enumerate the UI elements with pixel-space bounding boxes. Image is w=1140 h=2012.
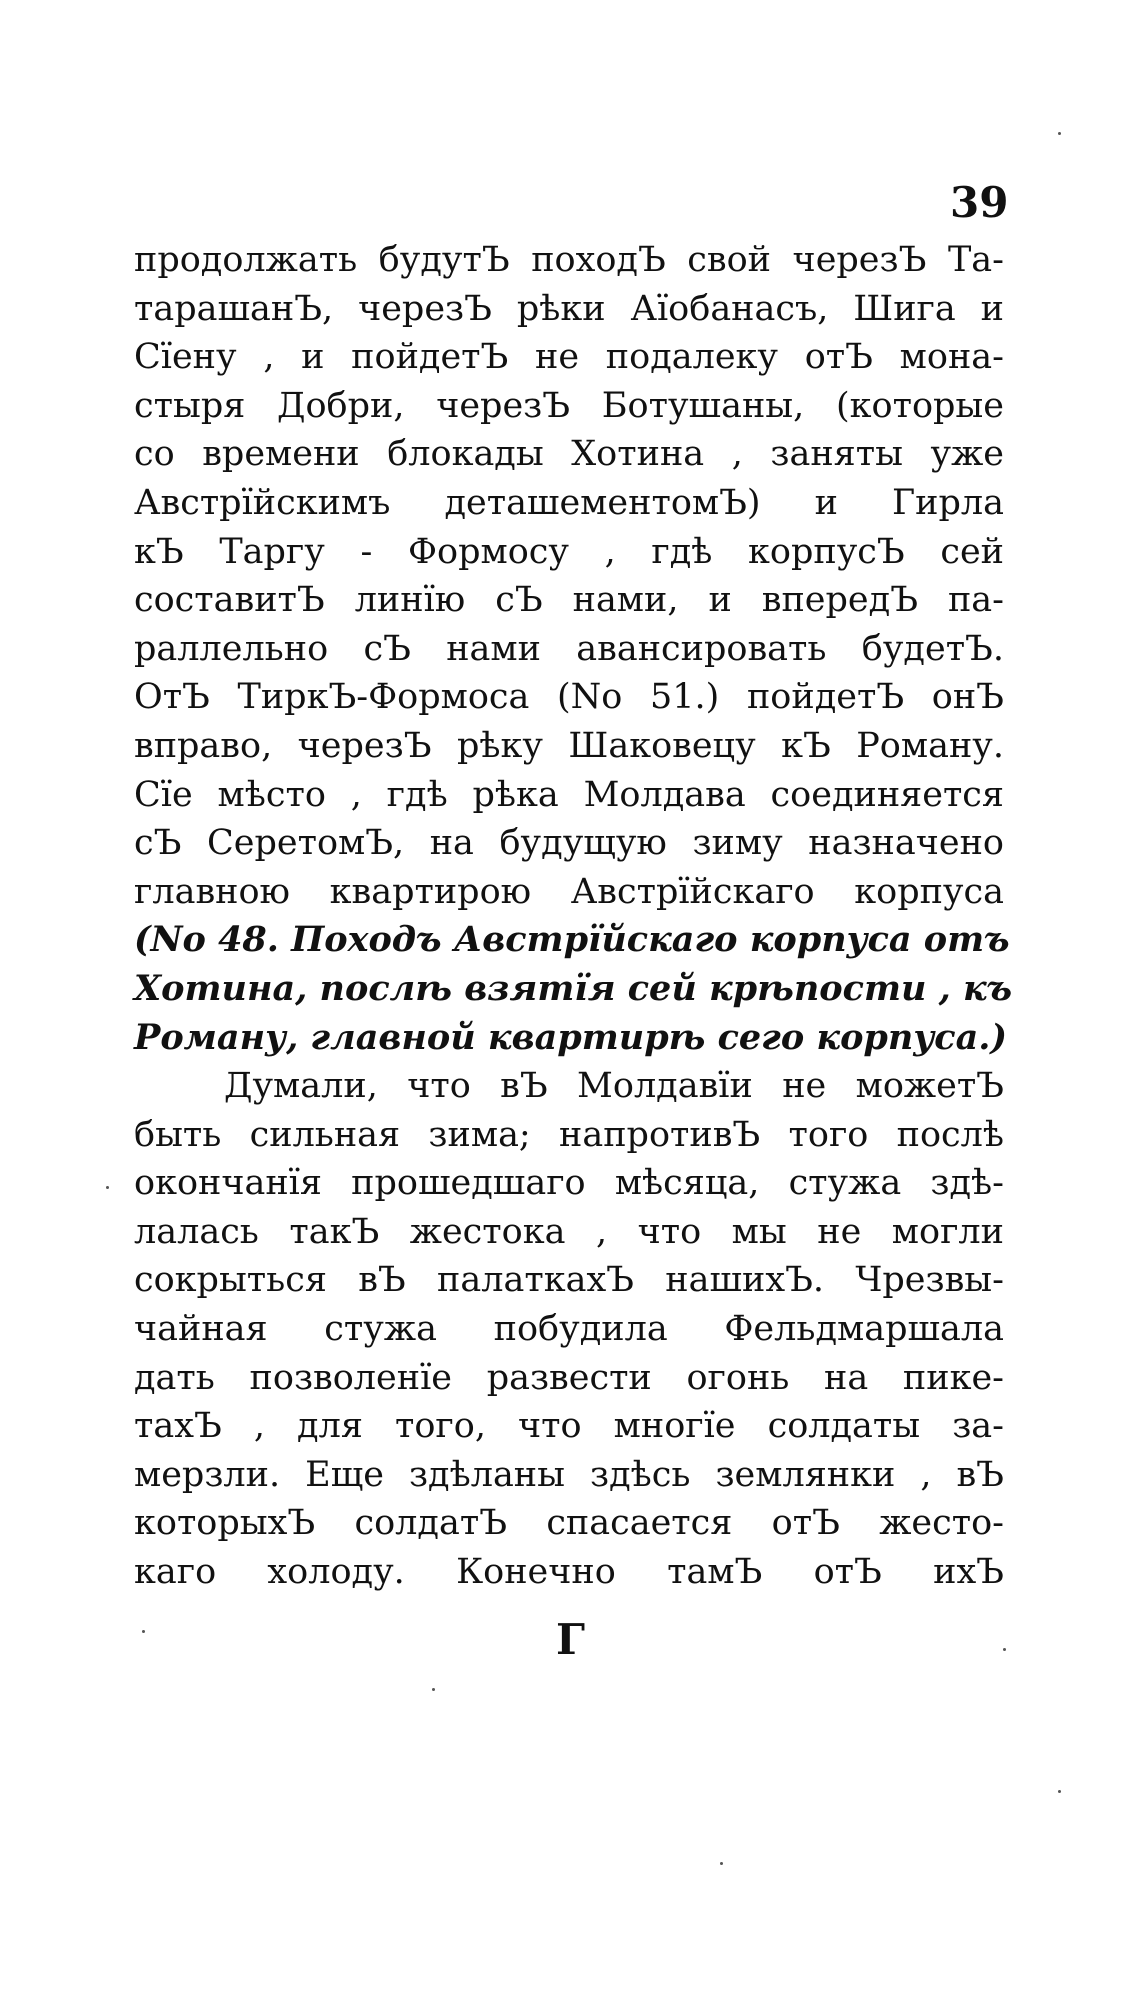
footnote-line: Хотина, послѣ взятїя сей крѣпости , къ	[134, 967, 1013, 1009]
text-line: вправо, черезЪ рѣку Шаковецу кЪ Роману.	[134, 725, 1004, 766]
text-line: раллельно сЪ нами авансировать будетЪ.	[134, 628, 1004, 669]
print-speck	[1058, 1790, 1061, 1793]
text-line: тахЪ , для того, что многїе солдаты за-	[134, 1406, 1004, 1447]
print-speck	[432, 1688, 435, 1691]
print-speck	[142, 1630, 145, 1633]
text-line: чайная стужа побудила Фельдмаршала	[134, 1309, 1004, 1350]
text-line: лалась такЪ жестока , что мы не могли	[134, 1211, 1004, 1252]
text-line: кЪ Таргу - Формосу , гдѣ корпусЪ сей	[134, 531, 1004, 572]
text-line: дать позволенїе развести огонь на пике-	[134, 1357, 1004, 1398]
page-number: 39	[950, 178, 1009, 227]
body-text	[134, 236, 1013, 1597]
text-line: тарашанЪ, черезЪ рѣки Аїобанасъ, Шига и	[134, 288, 1004, 329]
text-line: сЪ СеретомЪ, на будущую зиму назначено	[134, 823, 1004, 864]
text-line: Австрїйскимъ деташементомЪ) и Гирла	[134, 482, 1004, 523]
paragraph-first-line: Думали, что вЪ Молдавїи не можетЪ	[224, 1066, 1004, 1107]
text-line: которыхЪ солдатЪ спасается отЪ жесто-	[134, 1503, 1004, 1544]
text-line: Сїе мѣсто , гдѣ рѣка Молдава соединяется	[134, 774, 1004, 815]
print-speck	[1058, 132, 1061, 135]
text-line: со времени блокады Хотина , заняты уже	[134, 434, 1004, 475]
text-line: окончанїя прошедшаго мѣсяца, стужа здѣ-	[134, 1163, 1004, 1204]
signature-mark: Г	[556, 1615, 585, 1664]
text-line: каго холоду. Конечно тамЪ отЪ ихЪ	[134, 1552, 1004, 1593]
print-speck	[106, 1186, 109, 1189]
text-line: быть сильная зима; напротивЪ того послѣ	[134, 1114, 1004, 1155]
text-line: стыря Добри, черезЪ Ботушаны, (которые	[134, 385, 1004, 426]
text-line: составитЪ линїю сЪ нами, и впередЪ па-	[134, 580, 1004, 621]
footnote-line: (No 48. Походъ Австрїйскаго корпуса отъ	[134, 919, 1010, 961]
text-line: сокрыться вЪ палаткахЪ нашихЪ. Чрезвы-	[134, 1260, 1004, 1301]
footnote-line: Роману, главной квартирѣ сего корпуса.)	[134, 1016, 1008, 1058]
text-line: мерзли. Еще здѣланы здѣсь землянки , вЪ	[134, 1454, 1004, 1495]
text-line: Сїену , и пойдетЪ не подалеку отЪ мона-	[134, 337, 1004, 378]
text-line: главною квартирою Австрїйскаго корпуса	[134, 871, 1004, 912]
print-speck	[720, 1862, 723, 1865]
text-line: продолжать будутЪ походЪ свой черезЪ Та-	[134, 240, 1004, 280]
print-speck	[1003, 1648, 1006, 1651]
text-line: ОтЪ ТиркЪ-Формоса (No 51.) пойдетЪ онЪ	[134, 677, 1004, 718]
